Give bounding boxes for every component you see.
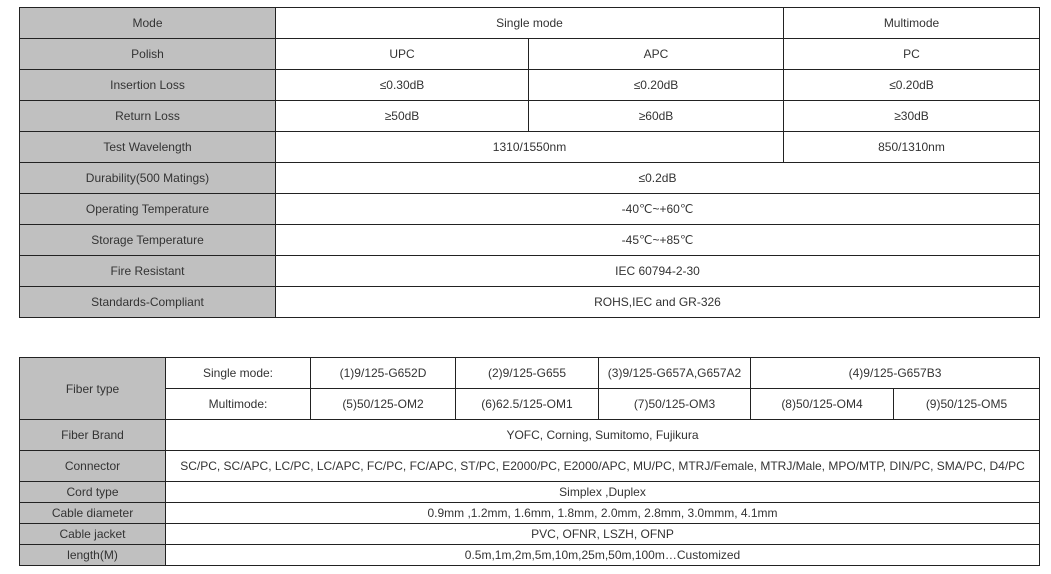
cell-multimode: 850/1310nm <box>784 132 1040 163</box>
row-label: Fire Resistant <box>20 256 276 287</box>
table-row-test-wavelength <box>20 132 1040 163</box>
fiber-option: (6)62.5/125-OM1 <box>456 389 599 420</box>
table-row-storage-temperature <box>20 225 1040 256</box>
cell-pc: ≥30dB <box>784 101 1040 132</box>
cell-multimode: Multimode <box>784 8 1040 39</box>
cell-value: SC/PC, SC/APC, LC/PC, LC/APC, FC/PC, FC/APC, ST/PC, E2000/PC, E2000/APC, MU/PC, MTRJ/Female, MTRJ/Male, MPO/MTP, DIN/PC, SMA/PC, D4/PC <box>166 451 1040 482</box>
cell-apc: APC <box>529 39 784 70</box>
row-label: Storage Temperature <box>20 225 276 256</box>
row-label: Operating Temperature <box>20 194 276 225</box>
fiber-option: (7)50/125-OM3 <box>599 389 751 420</box>
cell-upc: ≤0.30dB <box>276 70 529 101</box>
table-row-fiber-type-single <box>20 358 1040 389</box>
cell-pc: ≤0.20dB <box>784 70 1040 101</box>
cell-apc: ≤0.20dB <box>529 70 784 101</box>
row-label: Cable jacket <box>20 524 166 545</box>
cell-upc: ≥50dB <box>276 101 529 132</box>
table-row-insertion-loss <box>20 70 1040 101</box>
row-label: Return Loss <box>20 101 276 132</box>
row-label: Durability(500 Matings) <box>20 163 276 194</box>
cell-single-mode: 1310/1550nm <box>276 132 784 163</box>
row-label: Insertion Loss <box>20 70 276 101</box>
cell-value: 0.5m,1m,2m,5m,10m,25m,50m,100m…Customized <box>166 545 1040 566</box>
row-label: Connector <box>20 451 166 482</box>
cell-value: IEC 60794-2-30 <box>276 256 1040 287</box>
row-label: Fiber Brand <box>20 420 166 451</box>
table-row-durability <box>20 163 1040 194</box>
row-label: Test Wavelength <box>20 132 276 163</box>
table-row-standards <box>20 287 1040 318</box>
cell-pc: PC <box>784 39 1040 70</box>
fiber-option: (3)9/125-G657A,G657A2 <box>599 358 751 389</box>
cell-value: ROHS,IEC and GR-326 <box>276 287 1040 318</box>
fiber-option: (2)9/125-G655 <box>456 358 599 389</box>
cell-value: -45℃~+85℃ <box>276 225 1040 256</box>
cell-value: PVC, OFNR, LSZH, OFNP <box>166 524 1040 545</box>
fiber-option: (4)9/125-G657B3 <box>751 358 1040 389</box>
table-row-polish <box>20 39 1040 70</box>
fiber-spec-table <box>19 357 1040 566</box>
table-row-cable-jacket <box>20 524 1040 545</box>
cell-value: ≤0.2dB <box>276 163 1040 194</box>
row-label: Fiber type <box>20 358 166 420</box>
connector-spec-table <box>19 7 1040 318</box>
cell-value: 0.9mm ,1.2mm, 1.6mm, 1.8mm, 2.0mm, 2.8mm, 3.0mmm, 4.1mm <box>166 503 1040 524</box>
fiber-option: (5)50/125-OM2 <box>311 389 456 420</box>
row-label: Mode <box>20 8 276 39</box>
multimode-label: Multimode: <box>166 389 311 420</box>
table-row-return-loss <box>20 101 1040 132</box>
table-row-length <box>20 545 1040 566</box>
cell-upc: UPC <box>276 39 529 70</box>
cell-apc: ≥60dB <box>529 101 784 132</box>
cell-single-mode: Single mode <box>276 8 784 39</box>
single-mode-label: Single mode: <box>166 358 311 389</box>
row-label: Cord type <box>20 482 166 503</box>
row-label: Polish <box>20 39 276 70</box>
table-row-fiber-brand <box>20 420 1040 451</box>
table-row-operating-temperature <box>20 194 1040 225</box>
row-label: Standards-Compliant <box>20 287 276 318</box>
table-row-mode <box>20 8 1040 39</box>
row-label: Cable diameter <box>20 503 166 524</box>
fiber-option: (9)50/125-OM5 <box>894 389 1040 420</box>
table-row-fiber-type-multi <box>20 389 1040 420</box>
cell-value: YOFC, Corning, Sumitomo, Fujikura <box>166 420 1040 451</box>
table-row-fire-resistant <box>20 256 1040 287</box>
table-row-connector <box>20 451 1040 482</box>
cell-value: -40℃~+60℃ <box>276 194 1040 225</box>
fiber-option: (8)50/125-OM4 <box>751 389 894 420</box>
fiber-option: (1)9/125-G652D <box>311 358 456 389</box>
cell-value: Simplex ,Duplex <box>166 482 1040 503</box>
table-row-cord-type <box>20 482 1040 503</box>
table-row-cable-diameter <box>20 503 1040 524</box>
row-label: length(M) <box>20 545 166 566</box>
